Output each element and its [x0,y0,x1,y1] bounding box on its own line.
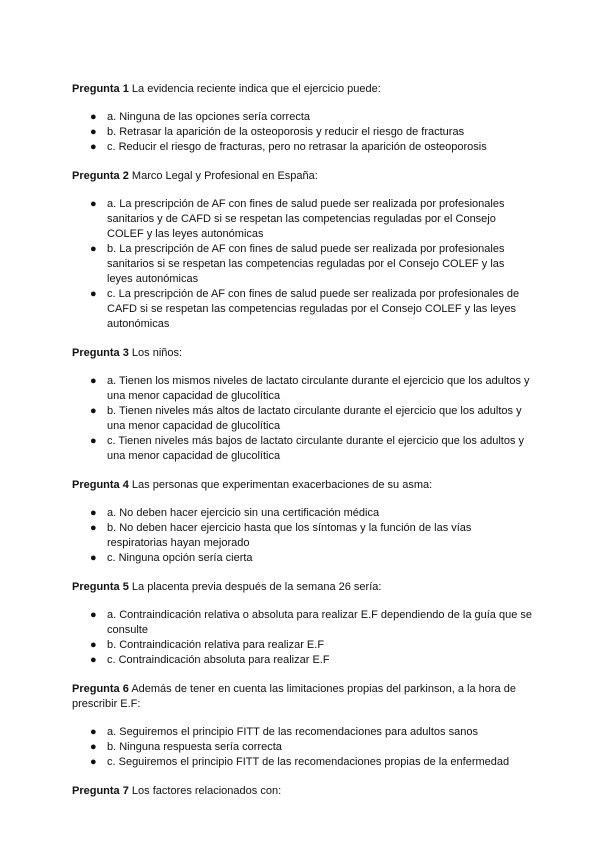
question-header [72,478,532,493]
answer-option-c: ● c. Reducir el riesgo de fracturas, pero no retrasar la aparición de osteoporosis [90,141,487,153]
answer-option-b: ● b. Retrasar la aparición de la osteoporosis y reducir el riesgo de fracturas [90,126,465,138]
answer-option-c: ● c. Seguiremos el principio FITT de las recomendaciones propias de la enfermedad [90,756,510,768]
question-header [72,580,532,595]
question-header [72,82,532,97]
answer-option-b: ● b. Ninguna respuesta sería correcta [90,741,282,753]
question-header [72,784,532,799]
bullet-icon: ● [90,609,97,621]
answer-options [72,110,532,155]
bullet-icon: ● [90,726,97,738]
question-header [72,346,532,361]
question-text: Marco Legal y Profesional en España: [131,170,318,182]
bullet-icon: ● [90,243,97,255]
question-1 [72,82,532,155]
question-label: Pregunta 3 [72,347,129,359]
answer-option-a: ● a. No deben hacer ejercicio sin una certificación médica [90,507,380,519]
bullet-icon: ● [90,111,97,123]
answer-options [72,374,532,464]
question-label: Pregunta 5 [72,581,129,593]
question-text: Los factores relacionados con: [131,785,282,797]
question-text: La evidencia reciente indica que el ejercicio puede: [131,83,381,95]
answer-option-b: ● b. Tienen niveles más altos de lactato circulante durante el ejercicio que los adultos y una menor capacidad de glucolítica [90,405,522,432]
question-label: Pregunta 2 [72,170,129,182]
bullet-icon: ● [90,435,97,447]
answer-option-a: ● a. Contraindicación relativa o absoluta para realizar E.F dependiendo de la guía que se consulte [90,609,532,636]
bullet-icon: ● [90,654,97,666]
question-header [72,169,532,184]
bullet-icon: ● [90,756,97,768]
answer-option-b: ● b. La prescripción de AF con fines de salud puede ser realizada por profesionales sanitarios si se respetan las competencias reguladas por el Consejo COLEF y las leyes autonómicas [90,243,505,285]
document-page [72,82,532,813]
question-label: Pregunta 1 [72,83,129,95]
answer-option-a: ● a. Tienen los mismos niveles de lactato circulante durante el ejercicio que los adultos y una menor capacidad de glucolítica [90,375,530,402]
bullet-icon: ● [90,375,97,387]
question-text: Los niños: [131,347,183,359]
bullet-icon: ● [90,126,97,138]
answer-option-a: ● a. La prescripción de AF con fines de salud puede ser realizada por profesionales sanitarios y de CAFD si se respetan las competencias reguladas por el Consejo COLEF y las leyes autonómicas [90,198,505,240]
question-text: La placenta previa después de la semana 26 sería: [131,581,382,593]
answer-options [72,506,532,566]
bullet-icon: ● [90,198,97,210]
bullet-icon: ● [90,507,97,519]
question-4 [72,478,532,566]
question-2 [72,169,532,332]
answer-option-a: ● a. Ninguna de las opciones sería correcta [90,111,311,123]
answer-option-c: ● c. La prescripción de AF con fines de salud puede ser realizada por profesionales de CAFD si se respetan las competencias reguladas por el Consejo COLEF y las leyes autonómicas [90,288,520,330]
answer-option-b: ● b. No deben hacer ejercicio hasta que los síntomas y la función de las vías respiratorias hayan mejorado [90,522,472,549]
answer-option-c: ● c. Tienen niveles más bajos de lactato circulante durante el ejercicio que los adultos y una menor capacidad de glucolítica [90,435,525,462]
question-3 [72,346,532,464]
bullet-icon: ● [90,405,97,417]
question-6 [72,682,532,770]
question-text: Las personas que experimentan exacerbaciones de su asma: [131,479,433,491]
question-5 [72,580,532,668]
question-7 [72,784,532,799]
answer-options [72,197,532,332]
bullet-icon: ● [90,141,97,153]
answer-option-c: ● c. Contraindicación absoluta para realizar E.F [90,654,330,666]
bullet-icon: ● [90,741,97,753]
bullet-icon: ● [90,639,97,651]
bullet-icon: ● [90,552,97,564]
question-label: Pregunta 4 [72,479,129,491]
question-text: Además de tener en cuenta las limitaciones propias del parkinson, a la hora de prescribir E.F: [72,683,516,710]
question-label: Pregunta 7 [72,785,129,797]
answer-options [72,608,532,668]
answer-option-b: ● b. Contraindicación relativa para realizar E.F [90,639,325,651]
bullet-icon: ● [90,522,97,534]
answer-option-a: ● a. Seguiremos el principio FITT de las recomendaciones para adultos sanos [90,726,478,738]
bullet-icon: ● [90,288,97,300]
question-header [72,682,532,712]
answer-options [72,725,532,770]
question-label: Pregunta 6 [72,683,129,695]
answer-option-c: ● c. Ninguna opción sería cierta [90,552,253,564]
